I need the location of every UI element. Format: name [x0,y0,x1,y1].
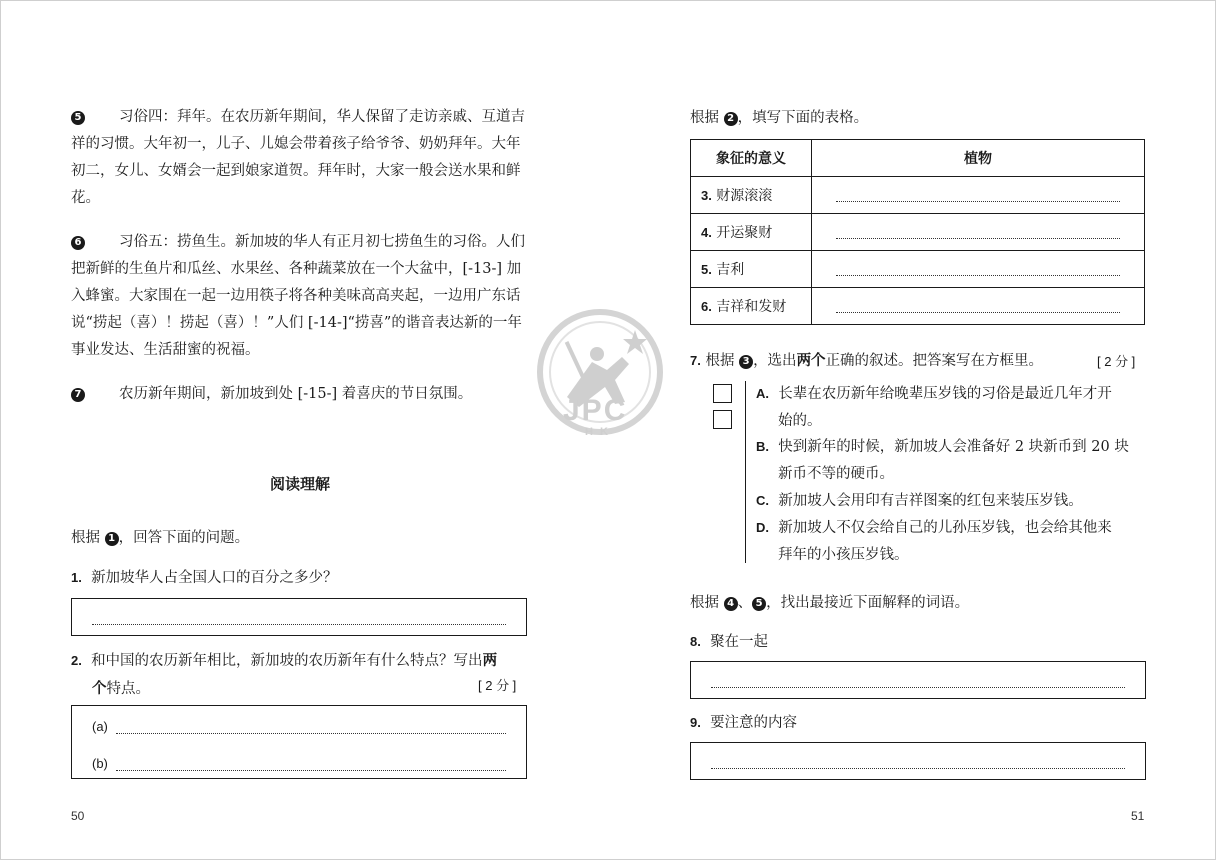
question-1: 1. 新加坡华人占全国人口的百分之多少？ [71,570,338,586]
answer-box-2[interactable] [71,705,527,779]
table-row: 3. 财源滚滚 [691,177,1145,214]
question-2: 2. 和中国的农历新年相比，新加坡的农历新年有什么特点？写出两 个特点。 [71,652,498,697]
table-row: 4. 开运聚财 [691,214,1145,251]
paragraph-ref: 5 [752,597,766,611]
answer-box-8[interactable] [690,661,1146,699]
answer-line [711,687,1125,688]
paragraph-6: 6 习俗五：捞鱼生。新加坡的华人有正月初七捞鱼生的习俗。人们把新鲜的生鱼片和瓜丝、水果丝、各种蔬菜放在一个大盆中，[-13-] 加入蜂蜜。大家围在一起一边用筷子将各种美味高高夹起，一边用广东话说“捞起（喜）！捞起（喜）！”人们 [-14-]“捞喜”的谐音表达新的一年事业发达、生活甜蜜的祝福。 [71,234,525,358]
symbol-table [690,139,1145,325]
question-8: 8. 聚在一起 [690,634,769,650]
answer-cell[interactable] [812,214,1145,251]
paragraph-5: 5 习俗四：拜年。在农历新年期间，华人保留了走访亲戚、互道吉祥的习惯。大年初一，儿子、儿媳会带着孩子给爷爷、奶奶拜年。大年初二，女儿、女婿会一起到娘家道贺。拜年时，大家一般会送水果和鲜花。 [71,109,525,206]
instruction-3: 根据 4 、 5 ，找出最接近下面解释的词语。 [690,595,970,611]
instruction-2: 根据 2 ，填写下面的表格。 [690,110,869,126]
marks-q7: [ 2 分 ] [1097,354,1136,369]
section-title: 阅读理解 [269,475,330,493]
answer-line [92,624,506,625]
answer-cell[interactable] [812,177,1145,214]
answer-line-b [116,770,506,771]
page-number-left: 50 [71,809,85,823]
answer-cell[interactable] [812,288,1145,325]
paragraph-number: 6 [71,236,85,250]
answer-checkbox-2[interactable] [713,410,732,429]
paragraph-ref: 4 [724,597,738,611]
paragraph-number: 5 [71,111,85,125]
instruction-1: 根据 1 ，回答下面的问题。 [71,530,250,546]
answer-box-9[interactable] [690,742,1146,780]
options-divider [745,381,746,563]
table-header-meaning: 象征的意义 [691,140,812,177]
answer-label-a: (a) [92,719,108,734]
question-7: 7. 根据 3 ，选出两个正确的叙述。把答案写在方框里。 [690,352,1044,369]
answer-box-1[interactable] [71,598,527,636]
watermark-text: JPC [563,394,628,427]
watermark-subtext: H K [585,426,610,438]
option-b: B. 快到新年的时候，新加坡人会准备好 2 块新币到 20 块 新币不等的硬币。 [756,439,1129,482]
paragraph-ref: 2 [724,112,738,126]
paragraph-ref: 3 [739,355,753,369]
marks-q2: [ 2 分 ] [478,678,517,693]
answer-line [711,768,1125,769]
paragraph-7: 7 农历新年期间，新加坡到处 [-15-] 着喜庆的节日氛围。 [71,381,529,408]
option-c: C. 新加坡人会用印有吉祥图案的红包来装压岁钱。 [756,493,1083,509]
answer-label-b: (b) [92,756,108,771]
answer-cell[interactable] [812,251,1145,288]
option-d: D. 新加坡人不仅会给自己的儿孙压岁钱，也会给其他来 拜年的小孩压岁钱。 [756,520,1112,563]
table-row: 6. 吉祥和发财 [691,288,1145,325]
paragraph-number: 7 [71,388,85,402]
answer-checkbox-1[interactable] [713,384,732,403]
table-row: 5. 吉利 [691,251,1145,288]
option-a: A. 长辈在农历新年给晚辈压岁钱的习俗是最近几年才开 始的。 [756,386,1112,429]
question-9: 9. 要注意的内容 [690,715,798,731]
paragraph-ref: 1 [105,532,119,546]
answer-line-a [116,733,506,734]
watermark-logo [537,302,663,452]
page-number-right: 51 [1131,809,1145,823]
table-header-plant: 植物 [812,140,1145,177]
